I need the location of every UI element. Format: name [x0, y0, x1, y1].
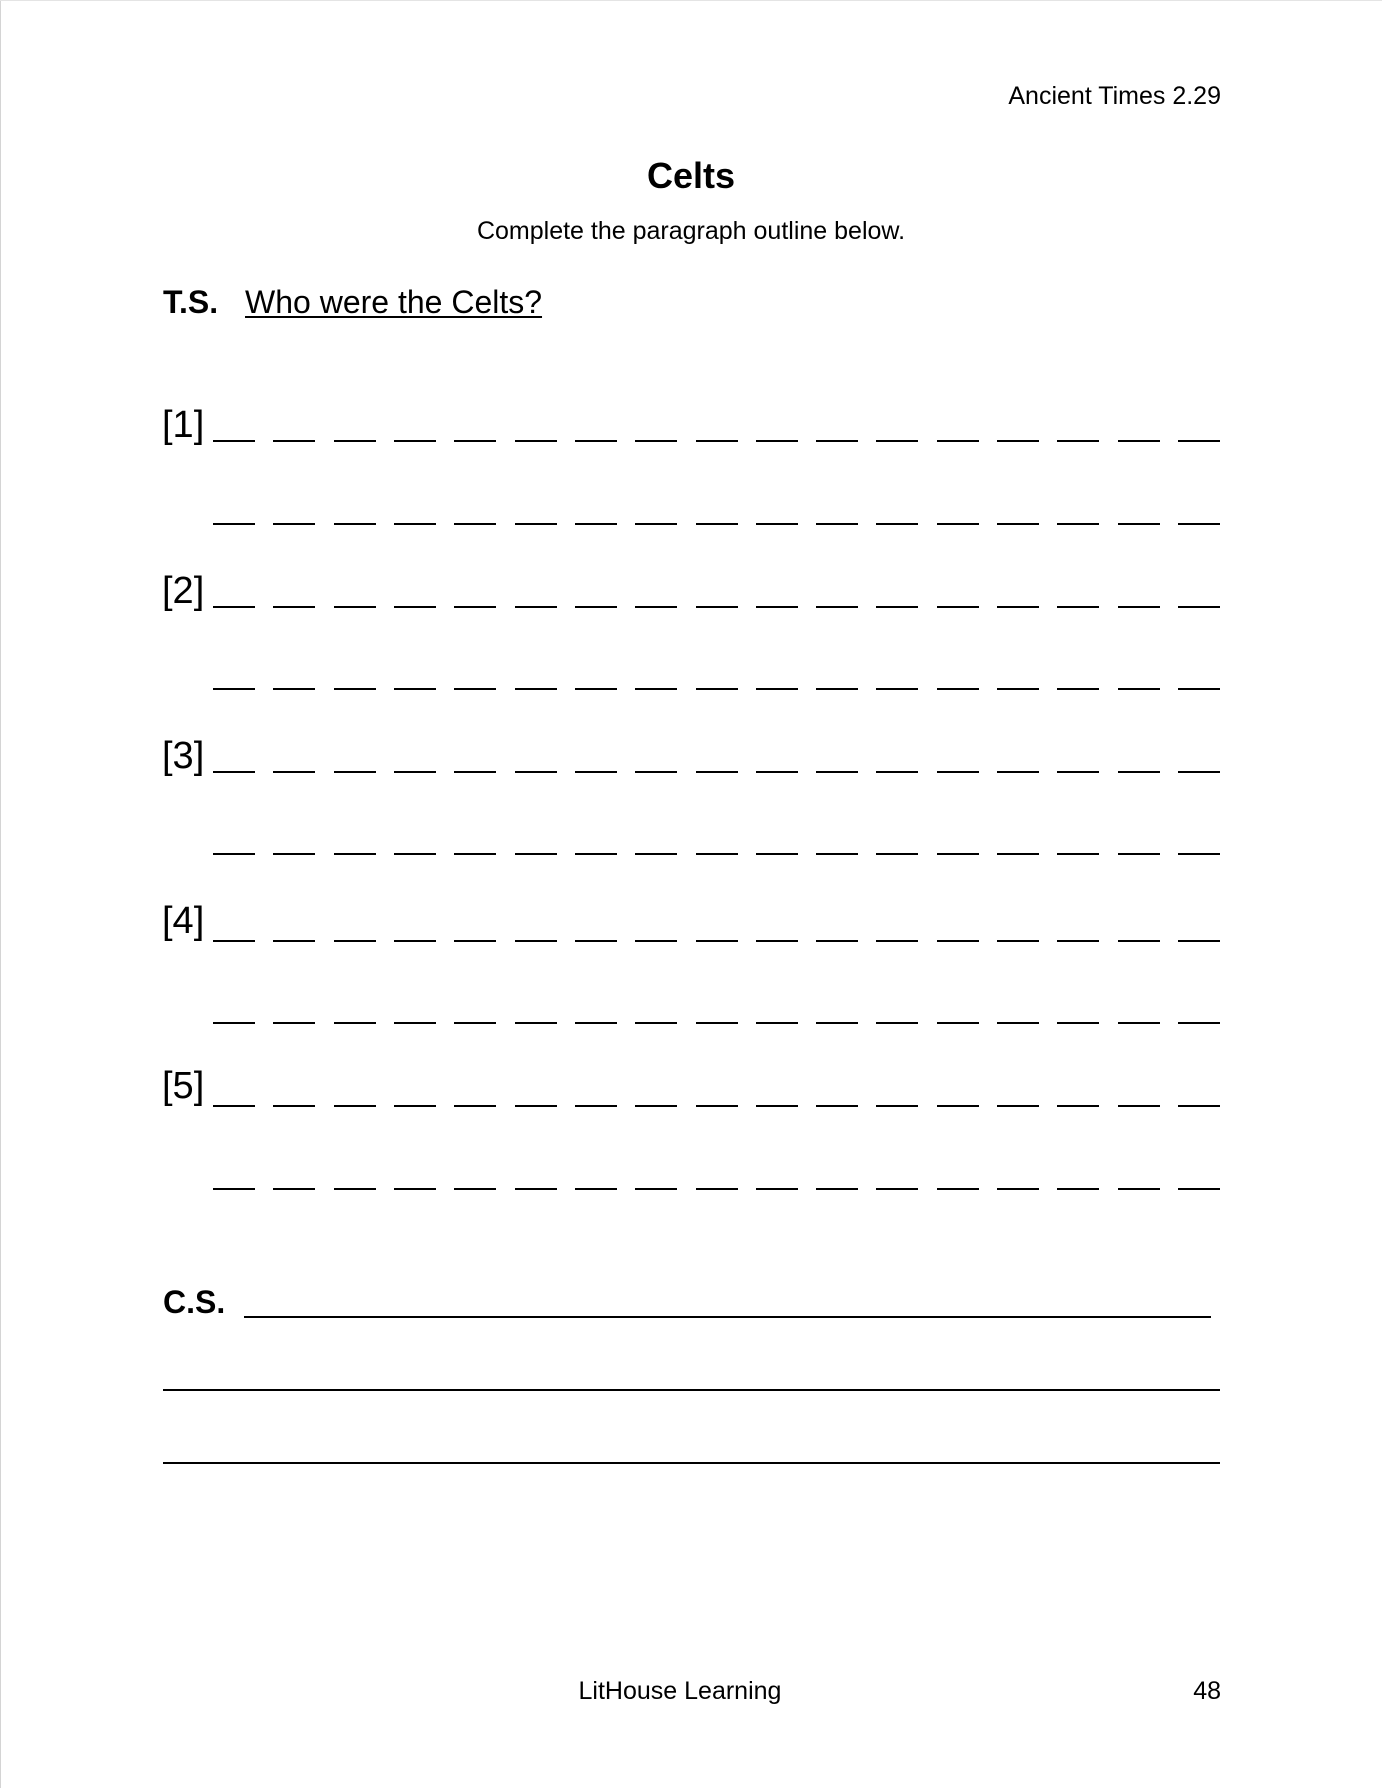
blank-dash: [394, 1022, 436, 1024]
blank-dash: [273, 440, 315, 442]
blank-dash: [997, 1188, 1039, 1190]
blank-dash: [756, 606, 798, 608]
blank-dash: [394, 771, 436, 773]
blank-dash: [454, 688, 496, 690]
blank-dash: [937, 523, 979, 525]
blank-dash: [1178, 688, 1220, 690]
blank-dash: [635, 771, 677, 773]
blank-dash: [575, 1105, 617, 1107]
blank-dash: [575, 853, 617, 855]
blank-dash: [1178, 523, 1220, 525]
blank-dash: [635, 688, 677, 690]
blank-dash: [997, 523, 1039, 525]
blank-dash: [876, 940, 918, 942]
publisher: LitHouse Learning: [578, 1677, 782, 1705]
blank-dash: [1057, 1188, 1099, 1190]
blank-dash: [334, 523, 376, 525]
blank-dash: [454, 523, 496, 525]
blank-dash: [635, 523, 677, 525]
blank-dash: [997, 940, 1039, 942]
outline-label-3: [3]: [162, 735, 205, 777]
blank-dash: [1057, 1105, 1099, 1107]
blank-dash: [937, 853, 979, 855]
blank-dash: [1178, 940, 1220, 942]
blank-dash: [756, 440, 798, 442]
blank-dash: [696, 688, 738, 690]
blank-dash: [454, 1105, 496, 1107]
blank-dash: [213, 523, 255, 525]
page-edge: [0, 0, 1, 1788]
blank-dash: [635, 940, 677, 942]
blank-dash: [394, 688, 436, 690]
blank-dash: [635, 1022, 677, 1024]
blank-dash: [876, 688, 918, 690]
blank-dash: [334, 1022, 376, 1024]
blank-dash: [454, 771, 496, 773]
blank-dash: [696, 1022, 738, 1024]
blank-dash: [213, 440, 255, 442]
blank-dash: [394, 440, 436, 442]
blank-dash: [635, 440, 677, 442]
blank-dash: [816, 440, 858, 442]
concluding-line-3[interactable]: [163, 1462, 1220, 1464]
concluding-line-1[interactable]: [244, 1316, 1211, 1318]
page-number: 48: [1193, 1677, 1221, 1705]
blank-dash: [816, 523, 858, 525]
blank-dash: [1118, 440, 1160, 442]
blank-dash: [876, 1188, 918, 1190]
blank-dash: [1118, 1188, 1160, 1190]
blank-dash: [1118, 1022, 1160, 1024]
blank-dash: [515, 853, 557, 855]
blank-dash: [454, 1022, 496, 1024]
blank-dash: [635, 1188, 677, 1190]
blank-dash: [1118, 688, 1160, 690]
blank-dash: [1057, 688, 1099, 690]
blank-dash: [334, 688, 376, 690]
blank-dash: [1118, 940, 1160, 942]
blank-dash: [816, 1188, 858, 1190]
blank-dash: [1178, 1188, 1220, 1190]
blank-dash: [273, 771, 315, 773]
blank-dash: [1178, 853, 1220, 855]
blank-dash: [1178, 1022, 1220, 1024]
blank-dash: [394, 1188, 436, 1190]
page-title: Celts: [646, 155, 736, 196]
blank-dash: [334, 1188, 376, 1190]
blank-dash: [515, 1105, 557, 1107]
blank-dash: [575, 440, 617, 442]
blank-dash: [997, 853, 1039, 855]
blank-dash: [937, 440, 979, 442]
concluding-sentence-label: C.S.: [163, 1284, 226, 1320]
blank-dash: [1057, 1022, 1099, 1024]
blank-dash: [1057, 940, 1099, 942]
blank-dash: [454, 606, 496, 608]
blank-dash: [756, 853, 798, 855]
blank-dash: [575, 771, 617, 773]
answer-line-4a[interactable]: [213, 940, 1220, 944]
blank-dash: [213, 688, 255, 690]
blank-dash: [273, 688, 315, 690]
blank-dash: [876, 1105, 918, 1107]
answer-line-1a[interactable]: [213, 440, 1220, 444]
blank-dash: [1057, 771, 1099, 773]
blank-dash: [696, 771, 738, 773]
blank-dash: [756, 940, 798, 942]
blank-dash: [876, 606, 918, 608]
blank-dash: [1057, 440, 1099, 442]
page-edge-top: [0, 0, 1382, 1]
blank-dash: [213, 940, 255, 942]
blank-dash: [816, 688, 858, 690]
blank-dash: [454, 440, 496, 442]
blank-dash: [515, 523, 557, 525]
blank-dash: [756, 771, 798, 773]
blank-dash: [696, 1105, 738, 1107]
blank-dash: [334, 606, 376, 608]
blank-dash: [273, 606, 315, 608]
blank-dash: [1057, 523, 1099, 525]
blank-dash: [997, 771, 1039, 773]
topic-sentence: [163, 282, 542, 322]
blank-dash: [334, 1105, 376, 1107]
blank-dash: [394, 853, 436, 855]
blank-dash: [394, 1105, 436, 1107]
blank-dash: [1178, 1105, 1220, 1107]
blank-dash: [1118, 771, 1160, 773]
blank-dash: [273, 853, 315, 855]
blank-dash: [816, 1105, 858, 1107]
blank-dash: [937, 1022, 979, 1024]
blank-dash: [454, 1188, 496, 1190]
instructions: Complete the paragraph outline below.: [476, 217, 906, 245]
answer-line-2a[interactable]: [213, 606, 1220, 610]
blank-dash: [575, 1188, 617, 1190]
blank-dash: [1178, 440, 1220, 442]
blank-dash: [515, 771, 557, 773]
answer-line-4b[interactable]: [213, 1022, 1220, 1026]
topic-sentence-question: Who were the Celts?: [245, 284, 543, 320]
blank-dash: [937, 688, 979, 690]
blank-dash: [696, 523, 738, 525]
answer-line-5b[interactable]: [213, 1188, 1220, 1192]
blank-dash: [876, 853, 918, 855]
blank-dash: [937, 771, 979, 773]
blank-dash: [756, 1105, 798, 1107]
blank-dash: [273, 1105, 315, 1107]
blank-dash: [756, 1022, 798, 1024]
blank-dash: [816, 940, 858, 942]
blank-dash: [816, 1022, 858, 1024]
blank-dash: [454, 940, 496, 942]
blank-dash: [213, 1188, 255, 1190]
blank-dash: [1118, 606, 1160, 608]
blank-dash: [756, 688, 798, 690]
answer-line-1b[interactable]: [213, 523, 1220, 527]
blank-dash: [997, 1022, 1039, 1024]
blank-dash: [213, 853, 255, 855]
blank-dash: [515, 940, 557, 942]
blank-dash: [334, 853, 376, 855]
blank-dash: [635, 1105, 677, 1107]
blank-dash: [937, 1188, 979, 1190]
blank-dash: [394, 940, 436, 942]
blank-dash: [876, 1022, 918, 1024]
blank-dash: [756, 1188, 798, 1190]
blank-dash: [334, 940, 376, 942]
blank-dash: [575, 523, 617, 525]
outline-label-1: [1]: [162, 404, 205, 446]
blank-dash: [213, 606, 255, 608]
outline-label-4: [4]: [162, 900, 205, 942]
blank-dash: [213, 1022, 255, 1024]
blank-dash: [273, 940, 315, 942]
blank-dash: [1057, 853, 1099, 855]
topic-sentence-label: T.S.: [163, 284, 219, 320]
blank-dash: [334, 771, 376, 773]
blank-dash: [937, 606, 979, 608]
blank-dash: [515, 688, 557, 690]
blank-dash: [696, 1188, 738, 1190]
blank-dash: [1178, 771, 1220, 773]
blank-dash: [816, 853, 858, 855]
answer-line-2b[interactable]: [213, 688, 1220, 692]
blank-dash: [515, 440, 557, 442]
blank-dash: [937, 1105, 979, 1107]
blank-dash: [454, 853, 496, 855]
blank-dash: [575, 1022, 617, 1024]
blank-dash: [696, 440, 738, 442]
blank-dash: [334, 440, 376, 442]
blank-dash: [876, 771, 918, 773]
blank-dash: [876, 523, 918, 525]
blank-dash: [816, 606, 858, 608]
outline-label-2: [2]: [162, 570, 205, 612]
concluding-line-2[interactable]: [163, 1389, 1220, 1391]
blank-dash: [515, 1188, 557, 1190]
blank-dash: [937, 940, 979, 942]
blank-dash: [1178, 606, 1220, 608]
answer-line-3b[interactable]: [213, 853, 1220, 857]
blank-dash: [997, 1105, 1039, 1107]
answer-line-5a[interactable]: [213, 1105, 1220, 1109]
blank-dash: [997, 440, 1039, 442]
blank-dash: [575, 606, 617, 608]
section-header: Ancient Times 2.29: [1008, 82, 1221, 110]
blank-dash: [696, 853, 738, 855]
blank-dash: [515, 1022, 557, 1024]
blank-dash: [997, 606, 1039, 608]
blank-dash: [1118, 1105, 1160, 1107]
blank-dash: [1057, 606, 1099, 608]
blank-dash: [635, 853, 677, 855]
blank-dash: [273, 523, 315, 525]
blank-dash: [515, 606, 557, 608]
blank-dash: [696, 606, 738, 608]
blank-dash: [213, 1105, 255, 1107]
blank-dash: [273, 1188, 315, 1190]
blank-dash: [696, 940, 738, 942]
blank-dash: [213, 771, 255, 773]
blank-dash: [394, 523, 436, 525]
answer-line-3a[interactable]: [213, 771, 1220, 775]
outline-label-5: [5]: [162, 1065, 205, 1107]
blank-dash: [876, 440, 918, 442]
blank-dash: [575, 688, 617, 690]
blank-dash: [273, 1022, 315, 1024]
blank-dash: [1118, 523, 1160, 525]
blank-dash: [1118, 853, 1160, 855]
blank-dash: [635, 606, 677, 608]
blank-dash: [756, 523, 798, 525]
blank-dash: [394, 606, 436, 608]
blank-dash: [575, 940, 617, 942]
blank-dash: [816, 771, 858, 773]
blank-dash: [997, 688, 1039, 690]
